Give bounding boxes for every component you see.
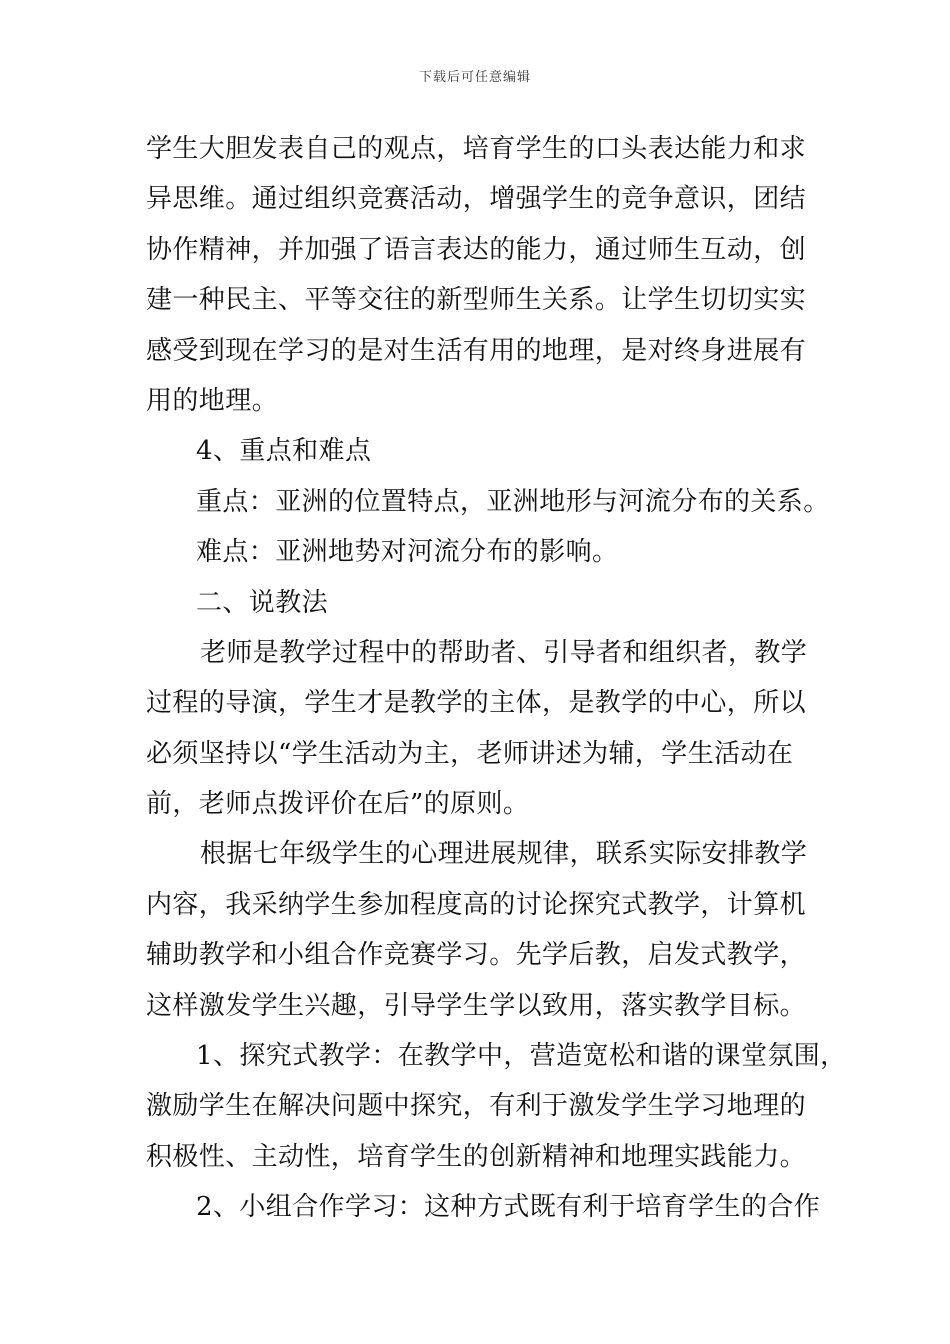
section-heading: 二、说教法: [196, 587, 329, 618]
text-line: 积极性、主动性，培育学生的创新精神和地理实践能力。: [146, 1141, 807, 1172]
text-line: 难点：亚洲地势对河流分布的影响。: [196, 537, 619, 568]
text-line: 老师是教学过程中的帮助者、引导者和组织者，教学: [200, 637, 808, 668]
text-line: 根据七年级学生的心理进展规律，联系实际安排教学: [200, 839, 808, 870]
text-line: 这样激发学生兴趣，引导学生学以致用，落实教学目标。: [146, 990, 807, 1021]
text-line: 协作精神，并加强了语言表达的能力，通过师生互动，创: [146, 234, 807, 265]
text-line: 2、小组合作学习：这种方式既有利于培育学生的合作: [196, 1192, 821, 1223]
text-line: 激励学生在解决问题中探究，有利于激发学生学习地理的: [146, 1091, 807, 1122]
document-body: [146, 124, 847, 1233]
text-line: 1、探究式教学：在教学中，营造宽松和谐的课堂氛围，: [196, 1041, 847, 1072]
text-line: 建一种民主、平等交往的新型师生关系。让学生切切实实: [146, 285, 807, 316]
text-line: 内容，我采纳学生参加程度高的讨论探究式教学，计算机: [146, 889, 807, 920]
text-line: 必须坚持以“学生活动为主，老师讲述为辅，学生活动在: [146, 738, 794, 769]
header-note: 下载后可任意编辑: [418, 70, 531, 85]
text-line: 用的地理。: [146, 385, 279, 416]
text-line: 过程的导演，学生才是教学的主体，是教学的中心，所以: [146, 688, 807, 719]
text-line: 异思维。通过组织竞赛活动，增强学生的竞争意识，团结: [146, 184, 807, 215]
text-line: 学生大胆发表自己的观点，培育学生的口头表达能力和求: [146, 134, 807, 164]
text-line: 前，老师点拨评价在后”的原则。: [146, 789, 530, 820]
text-line: 感受到现在学习的是对生活有用的地理，是对终身进展有: [146, 335, 807, 366]
text-line: 重点：亚洲的位置特点，亚洲地形与河流分布的关系。: [196, 486, 830, 517]
section-heading: 4、重点和难点: [196, 436, 372, 467]
text-line: 辅助教学和小组合作竞赛学习。先学后教，启发式教学，: [146, 940, 807, 971]
